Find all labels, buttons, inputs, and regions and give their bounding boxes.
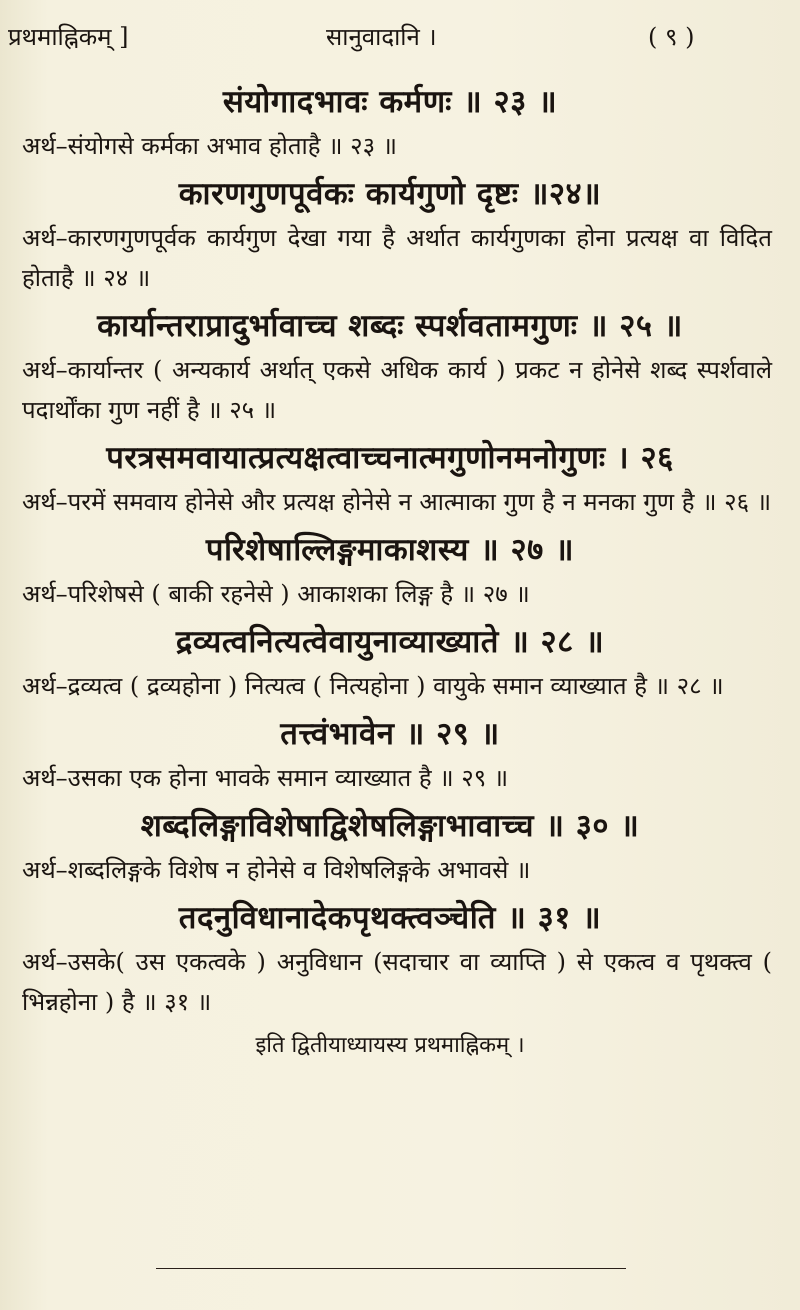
sutra-block-30 [8,804,772,890]
sutra-text: तदनुविधानादेकपृथक्त्वञ्चेति ॥ ३१ ॥ [178,900,602,936]
page-number: ( ९ ) [648,22,695,51]
running-header [8,10,728,62]
sutra-meaning: अर्थ–परमें समवाय होनेसे और प्रत्यक्ष होनेसे न आत्माका गुण है न मनका गुण है ॥ २६ ॥ [22,488,772,516]
sutra-text: कारणगुणपूर्वकः कार्यगुणो दृष्टः ॥२४॥ [178,176,602,212]
sutra-block-25 [8,304,772,430]
sutra-meaning: अर्थ–कार्यान्तर ( अन्यकार्य अर्थात् एकसे अधिक कार्य ) प्रकट न होनेसे शब्द स्पर्शवाले पदार्थोंका गुण नहीं है ॥ २५ ॥ [22,356,772,424]
sutra-text: परत्रसमवायात्प्रत्यक्षत्वाच्चनात्मगुणोनमनोगुणः । २६ [106,440,674,476]
sutra-meaning: अर्थ–कारणगुणपूर्वक कार्यगुण देखा गया है अर्थात कार्यगुणका होना प्रत्यक्ष वा विदित होताहै ॥ २४ ॥ [22,224,772,292]
book-title: सानुवादानि । [326,22,437,51]
sutra-text: कार्यान्तराप्रादुर्भावाच्च शब्दः स्पर्शवतामगुणः ॥ २५ ॥ [97,308,683,344]
sutra-text: तत्त्वंभावेन ॥ २९ ॥ [280,716,500,752]
sutra-text: परिशेषाल्लिङ्गमाकाशस्य ॥ २७ ॥ [205,532,575,568]
sutra-block-23 [8,80,772,166]
sutra-meaning: अर्थ–संयोगसे कर्मका अभाव होताहै ॥ २३ ॥ [22,132,398,160]
sutra-block-24 [8,172,772,298]
body-text [8,80,772,1086]
sutra-meaning: अर्थ–उसका एक होना भावके समान व्याख्यात है ॥ २९ ॥ [22,764,509,792]
sutra-block-26 [8,436,772,522]
sutra-text: संयोगादभावः कर्मणः ॥ २३ ॥ [222,84,558,120]
sutra-meaning: अर्थ–शब्दलिङ्गके विशेष न होनेसे व विशेषलिङ्गके अभावसे ॥ [22,856,531,884]
sutra-text: द्रव्यत्वनित्यत्वेवायुनाव्याख्याते ॥ २८ ॥ [175,624,605,660]
end-rule [156,1268,626,1269]
sutra-meaning: अर्थ–द्रव्यत्व ( द्रव्यहोना ) नित्यत्व ( नित्यहोना ) वायुके समान व्याख्यात है ॥ २८ ॥ [22,672,724,700]
sutra-block-31 [8,896,772,1022]
chapter-label: प्रथमाह्निकम् ] [8,22,129,51]
sutra-meaning: अर्थ–उसके( उस एकत्वके ) अनुविधान (सदाचार वा व्याप्ति ) से एकत्व व पृथक्त्व ( भिन्नहोना ) है ॥ ३१ ॥ [22,948,772,1016]
sutra-meaning: अर्थ–परिशेषसे ( बाकी रहनेसे ) आकाशका लिङ्ग है ॥ २७ ॥ [22,580,530,608]
sutra-block-28 [8,620,772,706]
sutra-block-29 [8,712,772,798]
chapter-colophon: इति द्वितीयाध्यायस्य प्रथमाह्निकम् । [255,1033,525,1058]
sutra-text: शब्दलिङ्गाविशेषाद्विशेषलिङ्गाभावाच्च ॥ ३० ॥ [140,808,640,844]
sutra-block-27 [8,528,772,614]
